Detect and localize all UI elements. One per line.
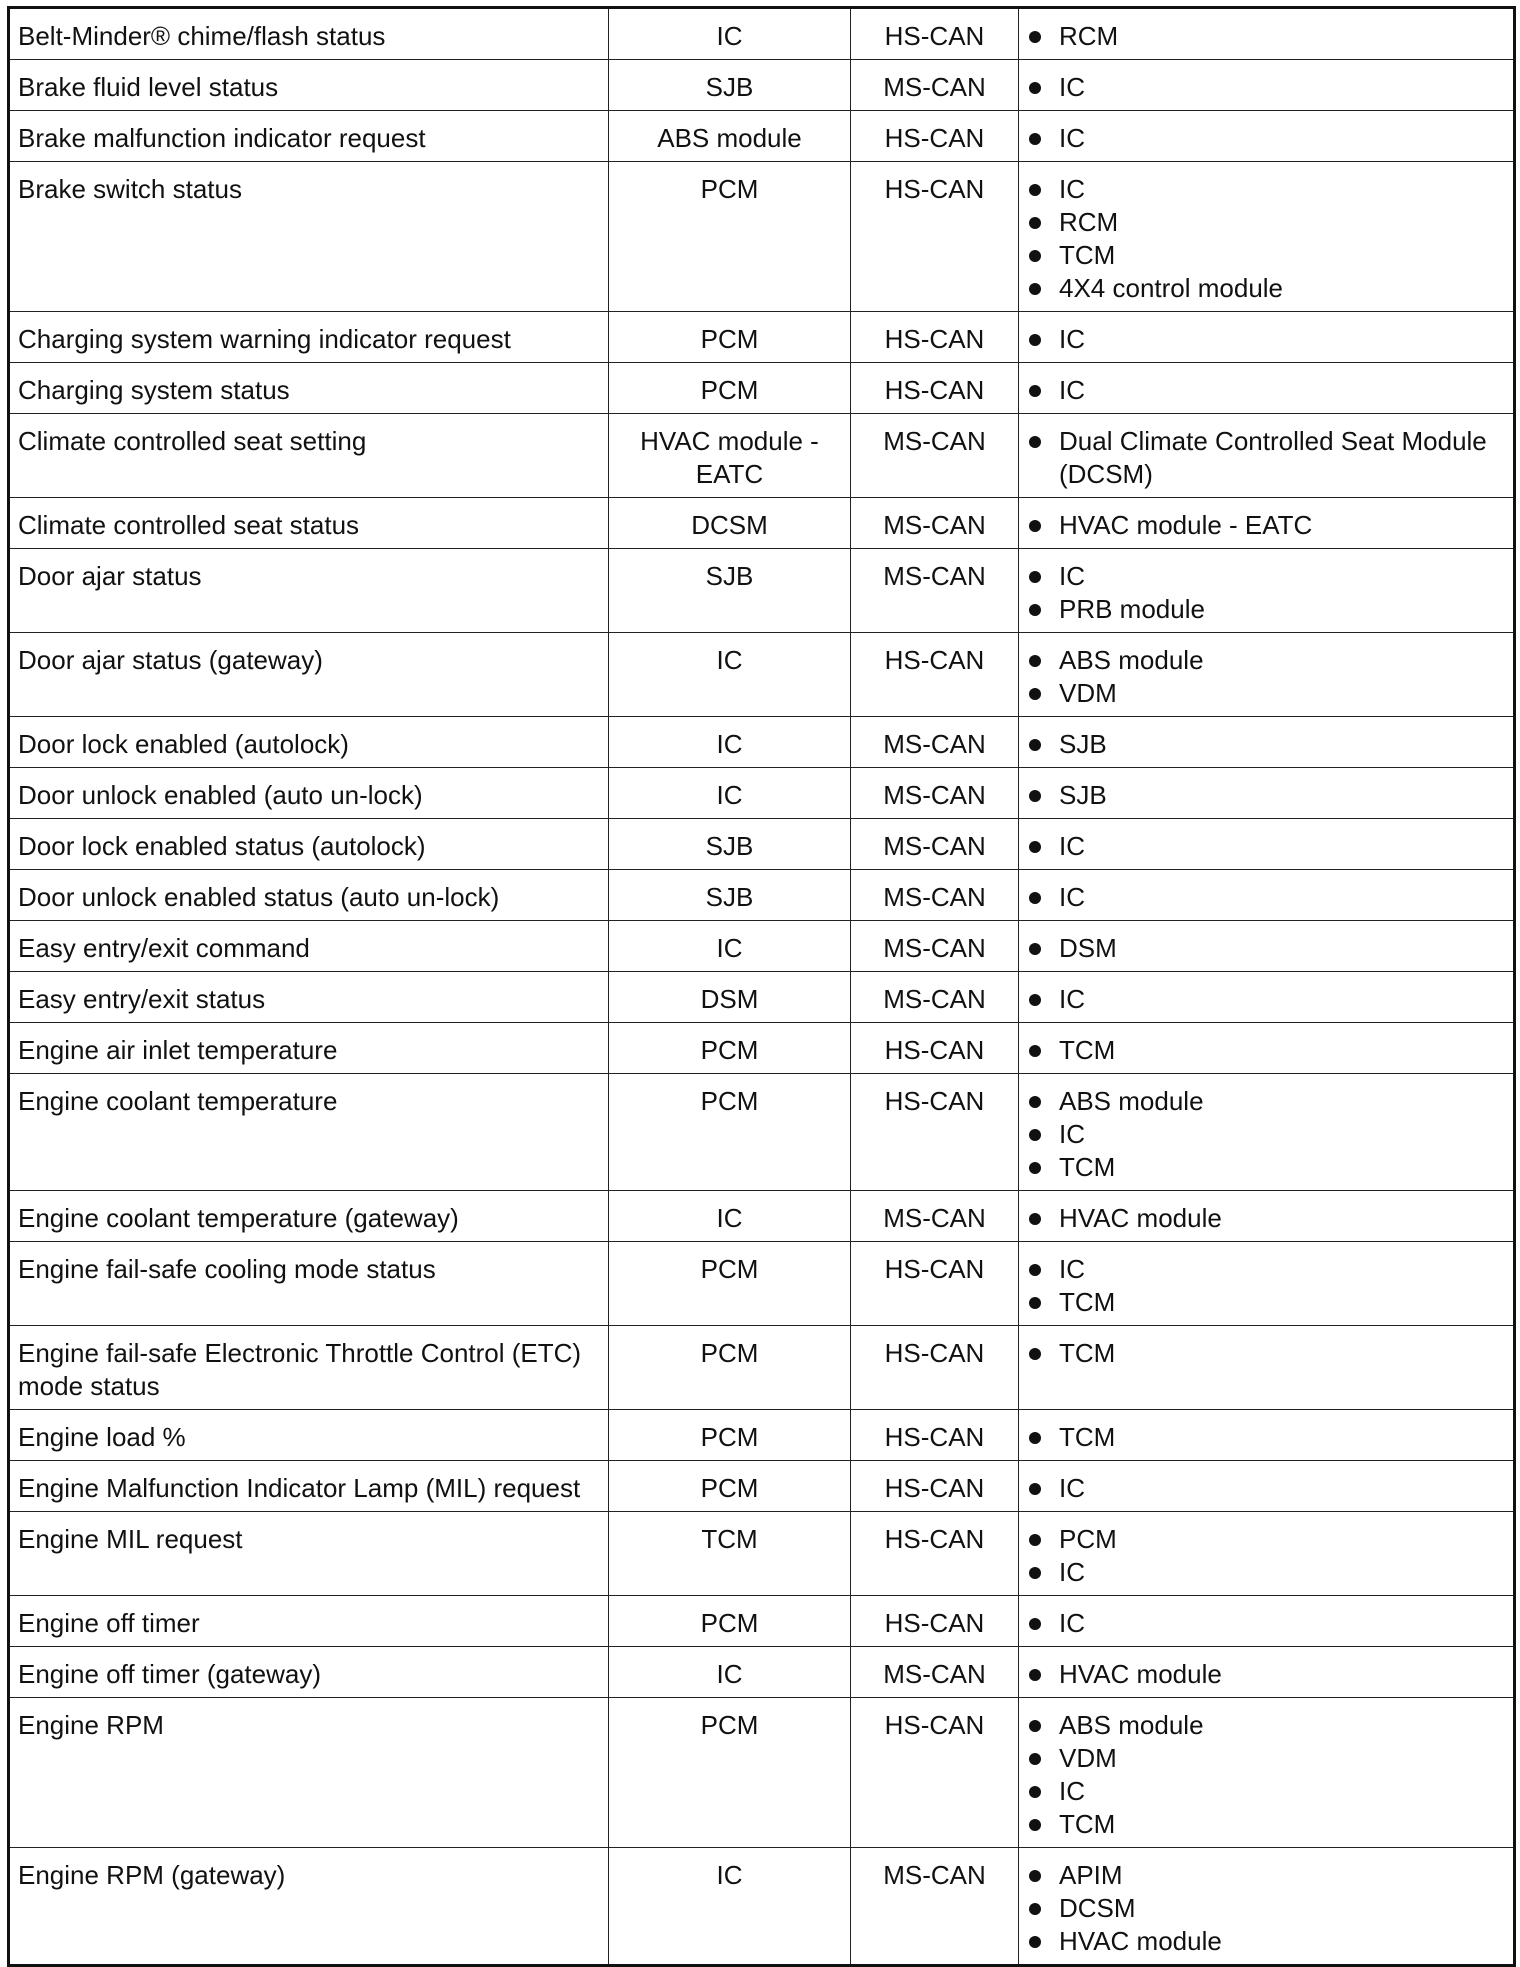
receiver-label: IC <box>1059 831 1085 861</box>
bullet-icon <box>1029 31 1041 43</box>
receiver-item <box>1027 425 1505 491</box>
receiver-label: VDM <box>1059 1743 1117 1773</box>
network-cell: HS-CAN <box>851 1023 1019 1074</box>
network-cell: MS-CAN <box>851 60 1019 111</box>
bullet-icon <box>1029 655 1041 667</box>
originator-cell: IC <box>609 1848 851 1966</box>
network-cell: MS-CAN <box>851 870 1019 921</box>
table-row <box>9 1410 1515 1461</box>
originator-cell: PCM <box>609 1410 851 1461</box>
table-row <box>9 972 1515 1023</box>
receiver-label: IC <box>1059 1557 1085 1587</box>
originator-cell: PCM <box>609 1698 851 1848</box>
network-cell: HS-CAN <box>851 1410 1019 1461</box>
receiver-item <box>1027 1202 1505 1235</box>
bullet-icon <box>1029 520 1041 532</box>
receiver-list <box>1027 560 1505 626</box>
network-cell: HS-CAN <box>851 1596 1019 1647</box>
message-cell: Door unlock enabled status (auto un-lock) <box>9 870 609 921</box>
originator-cell: DCSM <box>609 498 851 549</box>
receiver-list <box>1027 1034 1505 1067</box>
receiver-label: DCSM <box>1059 1893 1136 1923</box>
message-cell: Door lock enabled status (autolock) <box>9 819 609 870</box>
bullet-icon <box>1029 1618 1041 1630</box>
table-row <box>9 717 1515 768</box>
bullet-icon <box>1029 1786 1041 1798</box>
receiver-list <box>1027 1085 1505 1184</box>
receiver-list <box>1027 71 1505 104</box>
originator-cell: SJB <box>609 870 851 921</box>
bullet-icon <box>1029 250 1041 262</box>
receiver-label: SJB <box>1059 780 1107 810</box>
receivers-cell <box>1019 1191 1515 1242</box>
receiver-item <box>1027 509 1505 542</box>
receivers-cell <box>1019 1647 1515 1698</box>
bullet-icon <box>1029 739 1041 751</box>
receiver-item <box>1027 1253 1505 1286</box>
network-cell: MS-CAN <box>851 972 1019 1023</box>
receivers-cell <box>1019 111 1515 162</box>
receiver-item <box>1027 1421 1505 1454</box>
originator-cell: IC <box>609 921 851 972</box>
network-cell: HS-CAN <box>851 312 1019 363</box>
receiver-label: TCM <box>1059 1152 1116 1182</box>
receiver-label: IC <box>1059 1254 1085 1284</box>
receiver-list <box>1027 983 1505 1016</box>
receiver-label: HVAC module <box>1059 1659 1222 1689</box>
receiver-item <box>1027 1892 1505 1925</box>
receiver-label: PCM <box>1059 1524 1117 1554</box>
bullet-icon <box>1029 283 1041 295</box>
receiver-item <box>1027 932 1505 965</box>
table-row <box>9 363 1515 414</box>
table-row <box>9 1191 1515 1242</box>
receiver-item <box>1027 1085 1505 1118</box>
network-cell: HS-CAN <box>851 111 1019 162</box>
bullet-icon <box>1029 1819 1041 1831</box>
bullet-icon <box>1029 1936 1041 1948</box>
receivers-cell <box>1019 1074 1515 1191</box>
originator-cell: IC <box>609 1647 851 1698</box>
receiver-item <box>1027 677 1505 710</box>
network-cell: MS-CAN <box>851 1647 1019 1698</box>
network-message-table <box>7 6 1516 1967</box>
receiver-label: RCM <box>1059 21 1119 51</box>
originator-cell: IC <box>609 768 851 819</box>
receiver-label: TCM <box>1059 1287 1116 1317</box>
bullet-icon <box>1029 1432 1041 1444</box>
receiver-label: TCM <box>1059 1809 1116 1839</box>
table-row <box>9 1848 1515 1966</box>
network-cell: HS-CAN <box>851 633 1019 717</box>
message-cell: Door lock enabled (autolock) <box>9 717 609 768</box>
message-cell: Climate controlled seat setting <box>9 414 609 498</box>
receiver-label: SJB <box>1059 729 1107 759</box>
originator-cell: IC <box>609 633 851 717</box>
bullet-icon <box>1029 1753 1041 1765</box>
receiver-label: ABS module <box>1059 1086 1204 1116</box>
table-row <box>9 1242 1515 1326</box>
receiver-item <box>1027 323 1505 356</box>
table-row <box>9 1326 1515 1410</box>
receiver-label: DSM <box>1059 933 1117 963</box>
bullet-icon <box>1029 334 1041 346</box>
receiver-list <box>1027 425 1505 491</box>
bullet-icon <box>1029 1903 1041 1915</box>
receiver-item <box>1027 374 1505 407</box>
table-row <box>9 1698 1515 1848</box>
receivers-cell <box>1019 1410 1515 1461</box>
receiver-item <box>1027 881 1505 914</box>
receiver-item <box>1027 239 1505 272</box>
receivers-cell <box>1019 870 1515 921</box>
receiver-label: IC <box>1059 1776 1085 1806</box>
receiver-item <box>1027 122 1505 155</box>
receivers-cell <box>1019 633 1515 717</box>
receiver-list <box>1027 1709 1505 1841</box>
message-cell: Engine fail-safe cooling mode status <box>9 1242 609 1326</box>
table-row <box>9 1461 1515 1512</box>
receiver-item <box>1027 1523 1505 1556</box>
originator-cell: PCM <box>609 1326 851 1410</box>
bullet-icon <box>1029 1348 1041 1360</box>
receiver-item <box>1027 1859 1505 1892</box>
bullet-icon <box>1029 436 1041 448</box>
network-cell: HS-CAN <box>851 1698 1019 1848</box>
receiver-label: IC <box>1059 984 1085 1014</box>
network-cell: MS-CAN <box>851 921 1019 972</box>
receiver-list <box>1027 881 1505 914</box>
table-body <box>9 8 1515 1966</box>
bullet-icon <box>1029 1162 1041 1174</box>
receiver-list <box>1027 1421 1505 1454</box>
table-row <box>9 162 1515 312</box>
receiver-list <box>1027 374 1505 407</box>
receivers-cell <box>1019 1596 1515 1647</box>
receivers-cell <box>1019 1848 1515 1966</box>
bullet-icon <box>1029 1045 1041 1057</box>
table-row <box>9 870 1515 921</box>
message-cell: Easy entry/exit command <box>9 921 609 972</box>
bullet-icon <box>1029 892 1041 904</box>
message-cell: Brake switch status <box>9 162 609 312</box>
table-row <box>9 1596 1515 1647</box>
message-cell: Engine off timer (gateway) <box>9 1647 609 1698</box>
message-cell: Brake malfunction indicator request <box>9 111 609 162</box>
receiver-item <box>1027 1286 1505 1319</box>
receiver-item <box>1027 779 1505 812</box>
receiver-label: VDM <box>1059 678 1117 708</box>
message-cell: Belt-Minder® chime/flash status <box>9 8 609 60</box>
originator-cell: SJB <box>609 819 851 870</box>
receivers-cell <box>1019 768 1515 819</box>
originator-cell: IC <box>609 1191 851 1242</box>
originator-cell: TCM <box>609 1512 851 1596</box>
message-cell: Engine RPM (gateway) <box>9 1848 609 1966</box>
receiver-item <box>1027 1742 1505 1775</box>
receiver-label: IC <box>1059 1119 1085 1149</box>
message-cell: Door ajar status (gateway) <box>9 633 609 717</box>
network-cell: HS-CAN <box>851 1074 1019 1191</box>
receiver-label: IC <box>1059 882 1085 912</box>
message-cell: Engine fail-safe Electronic Throttle Control (ETC) mode status <box>9 1326 609 1410</box>
table-row <box>9 819 1515 870</box>
network-cell: MS-CAN <box>851 414 1019 498</box>
receiver-item <box>1027 1151 1505 1184</box>
message-cell: Engine Malfunction Indicator Lamp (MIL) request <box>9 1461 609 1512</box>
originator-cell: IC <box>609 717 851 768</box>
bullet-icon <box>1029 217 1041 229</box>
message-cell: Charging system status <box>9 363 609 414</box>
network-cell: HS-CAN <box>851 1326 1019 1410</box>
receiver-list <box>1027 1202 1505 1235</box>
receivers-cell <box>1019 1698 1515 1848</box>
receiver-item <box>1027 1607 1505 1640</box>
receiver-label: TCM <box>1059 240 1116 270</box>
table-row <box>9 498 1515 549</box>
receiver-item <box>1027 1775 1505 1808</box>
bullet-icon <box>1029 790 1041 802</box>
originator-cell: ABS module <box>609 111 851 162</box>
message-cell: Charging system warning indicator request <box>9 312 609 363</box>
table-row <box>9 549 1515 633</box>
receiver-label: ABS module <box>1059 1710 1204 1740</box>
bullet-icon <box>1029 1567 1041 1579</box>
receiver-label: TCM <box>1059 1422 1116 1452</box>
network-cell: MS-CAN <box>851 549 1019 633</box>
bullet-icon <box>1029 184 1041 196</box>
receivers-cell <box>1019 549 1515 633</box>
receivers-cell <box>1019 162 1515 312</box>
receiver-item <box>1027 1556 1505 1589</box>
receiver-label: IC <box>1059 324 1085 354</box>
message-cell: Engine air inlet temperature <box>9 1023 609 1074</box>
receiver-list <box>1027 728 1505 761</box>
receiver-label: HVAC module <box>1059 1926 1222 1956</box>
receivers-cell <box>1019 717 1515 768</box>
receiver-label: Dual Climate Controlled Seat Module (DCSM) <box>1059 426 1487 489</box>
receivers-cell <box>1019 921 1515 972</box>
receivers-cell <box>1019 363 1515 414</box>
receiver-list <box>1027 173 1505 305</box>
message-table-sheet <box>7 6 1513 1967</box>
receiver-item <box>1027 272 1505 305</box>
originator-cell: PCM <box>609 1023 851 1074</box>
message-cell: Engine off timer <box>9 1596 609 1647</box>
receiver-label: TCM <box>1059 1338 1116 1368</box>
receivers-cell <box>1019 1326 1515 1410</box>
receiver-item <box>1027 830 1505 863</box>
receiver-list <box>1027 932 1505 965</box>
bullet-icon <box>1029 1297 1041 1309</box>
receiver-item <box>1027 644 1505 677</box>
message-cell: Engine coolant temperature (gateway) <box>9 1191 609 1242</box>
bullet-icon <box>1029 1483 1041 1495</box>
bullet-icon <box>1029 943 1041 955</box>
table-row <box>9 8 1515 60</box>
table-row <box>9 768 1515 819</box>
receiver-list <box>1027 323 1505 356</box>
receiver-label: IC <box>1059 1608 1085 1638</box>
receiver-item <box>1027 728 1505 761</box>
receiver-item <box>1027 983 1505 1016</box>
originator-cell: SJB <box>609 60 851 111</box>
table-row <box>9 1023 1515 1074</box>
bullet-icon <box>1029 133 1041 145</box>
table-row <box>9 921 1515 972</box>
receiver-label: IC <box>1059 123 1085 153</box>
table-row <box>9 60 1515 111</box>
table-row <box>9 1647 1515 1698</box>
receiver-label: 4X4 control module <box>1059 273 1284 303</box>
receivers-cell <box>1019 972 1515 1023</box>
receivers-cell <box>1019 1461 1515 1512</box>
network-cell: MS-CAN <box>851 819 1019 870</box>
bullet-icon <box>1029 1264 1041 1276</box>
originator-cell: IC <box>609 8 851 60</box>
receiver-label: TCM <box>1059 1035 1116 1065</box>
originator-cell: PCM <box>609 1074 851 1191</box>
network-cell: MS-CAN <box>851 1848 1019 1966</box>
receiver-label: HVAC module <box>1059 1203 1222 1233</box>
network-cell: HS-CAN <box>851 1461 1019 1512</box>
receiver-item <box>1027 71 1505 104</box>
receiver-list <box>1027 122 1505 155</box>
table-row <box>9 111 1515 162</box>
receivers-cell <box>1019 1512 1515 1596</box>
bullet-icon <box>1029 571 1041 583</box>
table-row <box>9 312 1515 363</box>
receiver-label: IC <box>1059 174 1085 204</box>
receiver-list <box>1027 1658 1505 1691</box>
receiver-label: PRB module <box>1059 594 1205 624</box>
bullet-icon <box>1029 604 1041 616</box>
table-row <box>9 633 1515 717</box>
receiver-label: HVAC module - EATC <box>1059 510 1313 540</box>
receiver-item <box>1027 1808 1505 1841</box>
originator-cell: PCM <box>609 1461 851 1512</box>
bullet-icon <box>1029 385 1041 397</box>
receiver-label: IC <box>1059 561 1085 591</box>
message-cell: Engine RPM <box>9 1698 609 1848</box>
message-cell: Engine coolant temperature <box>9 1074 609 1191</box>
message-cell: Door ajar status <box>9 549 609 633</box>
message-cell: Engine MIL request <box>9 1512 609 1596</box>
table-row <box>9 1512 1515 1596</box>
receiver-list <box>1027 1607 1505 1640</box>
bullet-icon <box>1029 994 1041 1006</box>
bullet-icon <box>1029 1669 1041 1681</box>
receiver-list <box>1027 644 1505 710</box>
originator-cell: SJB <box>609 549 851 633</box>
bullet-icon <box>1029 841 1041 853</box>
originator-cell: PCM <box>609 363 851 414</box>
receiver-label: ABS module <box>1059 645 1204 675</box>
receiver-list <box>1027 509 1505 542</box>
receiver-item <box>1027 1472 1505 1505</box>
receiver-list <box>1027 779 1505 812</box>
receivers-cell <box>1019 312 1515 363</box>
bullet-icon <box>1029 1534 1041 1546</box>
network-cell: HS-CAN <box>851 8 1019 60</box>
receivers-cell <box>1019 498 1515 549</box>
network-cell: HS-CAN <box>851 162 1019 312</box>
receiver-item <box>1027 1709 1505 1742</box>
receiver-item <box>1027 20 1505 53</box>
receivers-cell <box>1019 819 1515 870</box>
receivers-cell <box>1019 414 1515 498</box>
receiver-label: RCM <box>1059 207 1119 237</box>
message-cell: Climate controlled seat status <box>9 498 609 549</box>
message-cell: Easy entry/exit status <box>9 972 609 1023</box>
receiver-list <box>1027 1472 1505 1505</box>
originator-cell: HVAC module - EATC <box>609 414 851 498</box>
originator-cell: PCM <box>609 312 851 363</box>
receivers-cell <box>1019 1023 1515 1074</box>
receiver-list <box>1027 830 1505 863</box>
receivers-cell <box>1019 60 1515 111</box>
bullet-icon <box>1029 1096 1041 1108</box>
message-cell: Door unlock enabled (auto un-lock) <box>9 768 609 819</box>
network-cell: MS-CAN <box>851 1191 1019 1242</box>
receiver-item <box>1027 1034 1505 1067</box>
table-row <box>9 1074 1515 1191</box>
receiver-item <box>1027 206 1505 239</box>
receiver-item <box>1027 1337 1505 1370</box>
receiver-item <box>1027 1118 1505 1151</box>
message-cell: Engine load % <box>9 1410 609 1461</box>
receiver-list <box>1027 20 1505 53</box>
network-cell: HS-CAN <box>851 1242 1019 1326</box>
originator-cell: PCM <box>609 1242 851 1326</box>
originator-cell: PCM <box>609 162 851 312</box>
table-row <box>9 414 1515 498</box>
message-cell: Brake fluid level status <box>9 60 609 111</box>
receiver-item <box>1027 1925 1505 1958</box>
receivers-cell <box>1019 8 1515 60</box>
originator-cell: PCM <box>609 1596 851 1647</box>
receiver-item <box>1027 593 1505 626</box>
bullet-icon <box>1029 1129 1041 1141</box>
receiver-list <box>1027 1337 1505 1370</box>
receiver-item <box>1027 560 1505 593</box>
receiver-item <box>1027 1658 1505 1691</box>
bullet-icon <box>1029 82 1041 94</box>
receivers-cell <box>1019 1242 1515 1326</box>
receiver-label: APIM <box>1059 1860 1123 1890</box>
bullet-icon <box>1029 1213 1041 1225</box>
network-cell: HS-CAN <box>851 363 1019 414</box>
receiver-label: IC <box>1059 375 1085 405</box>
network-cell: MS-CAN <box>851 498 1019 549</box>
bullet-icon <box>1029 688 1041 700</box>
network-cell: HS-CAN <box>851 1512 1019 1596</box>
network-cell: MS-CAN <box>851 717 1019 768</box>
network-cell: MS-CAN <box>851 768 1019 819</box>
receiver-label: IC <box>1059 72 1085 102</box>
bullet-icon <box>1029 1870 1041 1882</box>
receiver-list <box>1027 1523 1505 1589</box>
originator-cell: DSM <box>609 972 851 1023</box>
bullet-icon <box>1029 1720 1041 1732</box>
receiver-label: IC <box>1059 1473 1085 1503</box>
receiver-list <box>1027 1253 1505 1319</box>
receiver-item <box>1027 173 1505 206</box>
